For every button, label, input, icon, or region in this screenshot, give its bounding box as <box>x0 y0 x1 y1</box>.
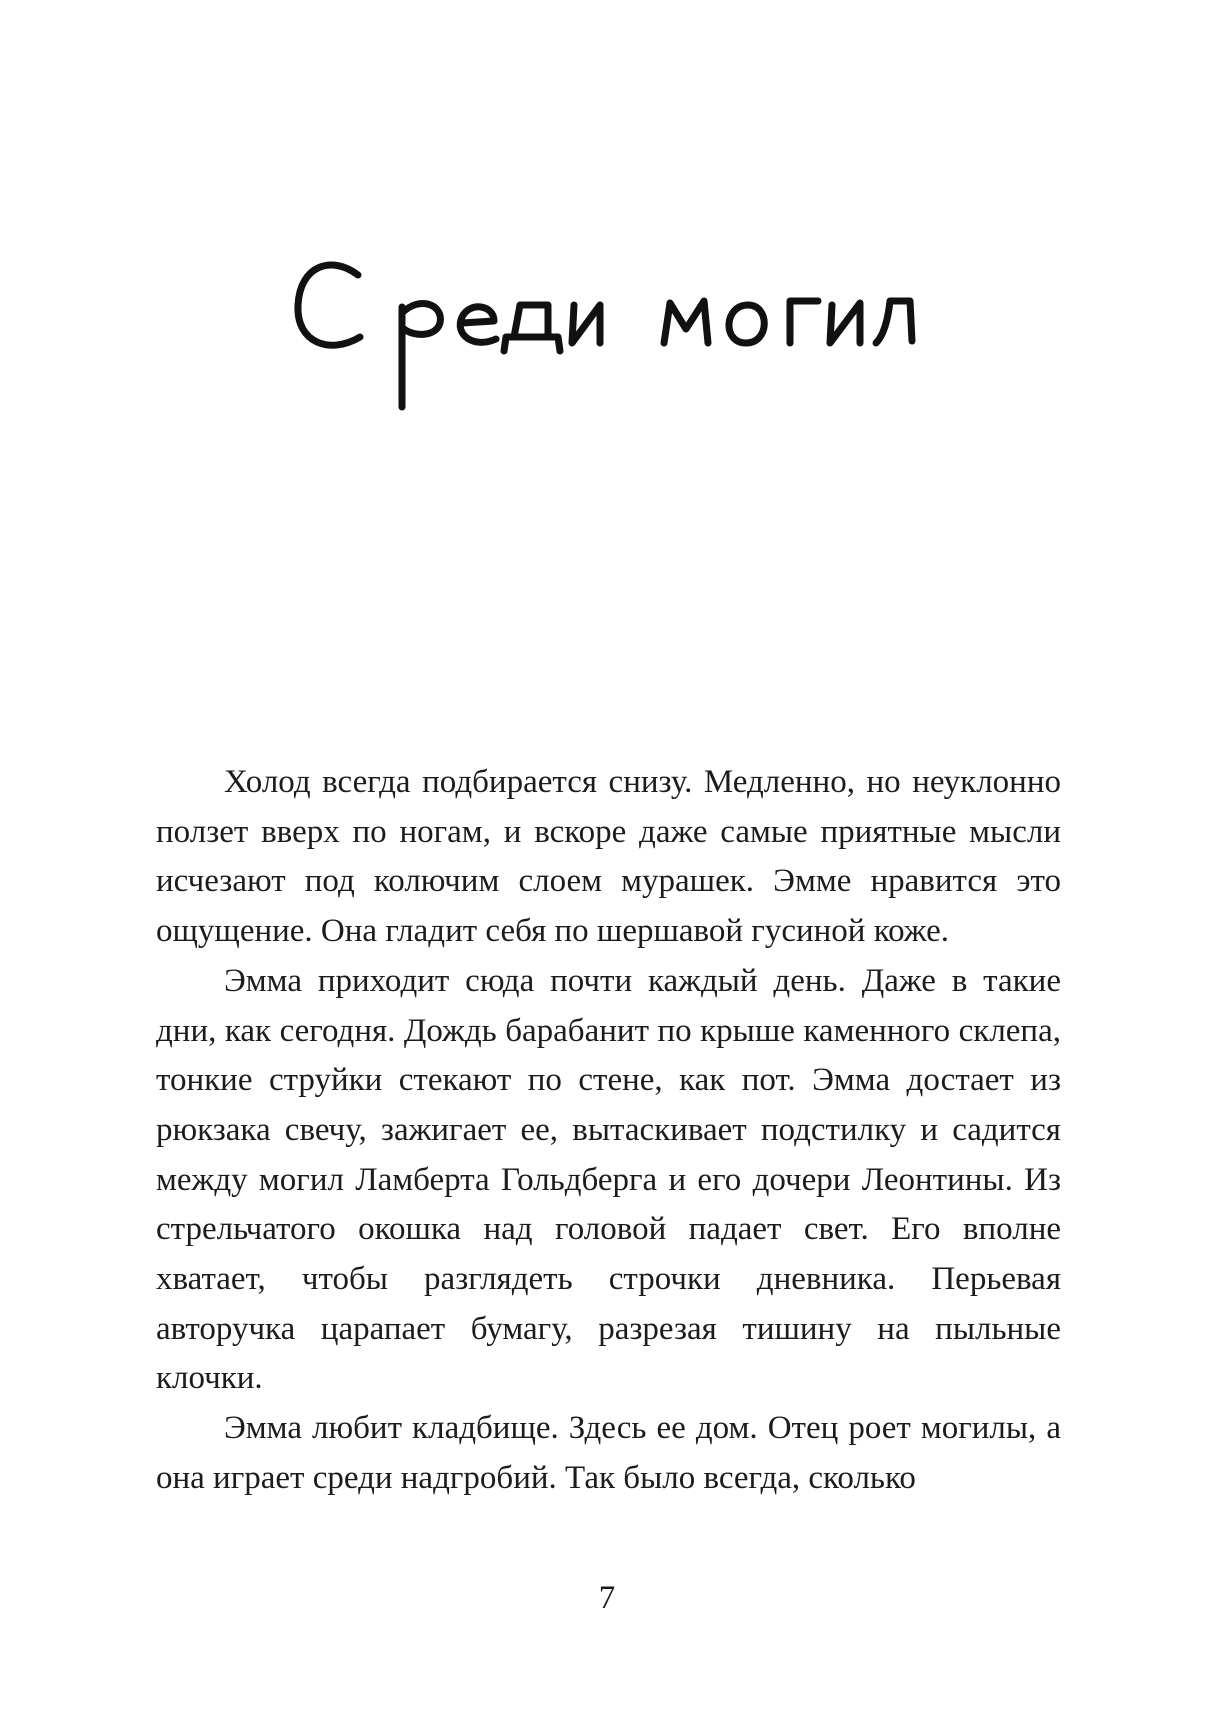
paragraph: Эмма любит кладбище. Здесь ее дом. Отец роет могилы, а она играет среди надгробий. Так было всегда, сколько <box>156 1410 1061 1496</box>
chapter-title <box>0 225 1214 425</box>
page-number: 7 <box>598 1580 616 1616</box>
paragraph: Холод всегда подбирается снизу. Медленно, но неуклонно ползет вверх по ногам, и вскоре даже самые приятные мысли исчезают под колючим слоем мурашек. Эмме нравится это ощущение. Она гладит себя по шершавой гусиной коже. <box>156 764 1061 950</box>
chapter-title-handwriting <box>0 225 1214 425</box>
body-text <box>156 758 1061 1504</box>
paragraph: Эмма приходит сюда почти каждый день. Даже в такие дни, как сегодня. Дождь барабанит по крыше каменного склепа, тонкие струйки стекают по стене, как пот. Эмма достает из рюкзака свечу, зажигает ее, вытаскивает подстилку и садится между могил Ламберта Гольдберга и его дочери Леонтины. Из стрельчатого окошка над головой падает свет. Его вполне хватает, чтобы разглядеть строчки дневника. Перьевая авторучка царапает бумагу, разрезая тишину на пыльные клочки. <box>156 962 1061 1397</box>
